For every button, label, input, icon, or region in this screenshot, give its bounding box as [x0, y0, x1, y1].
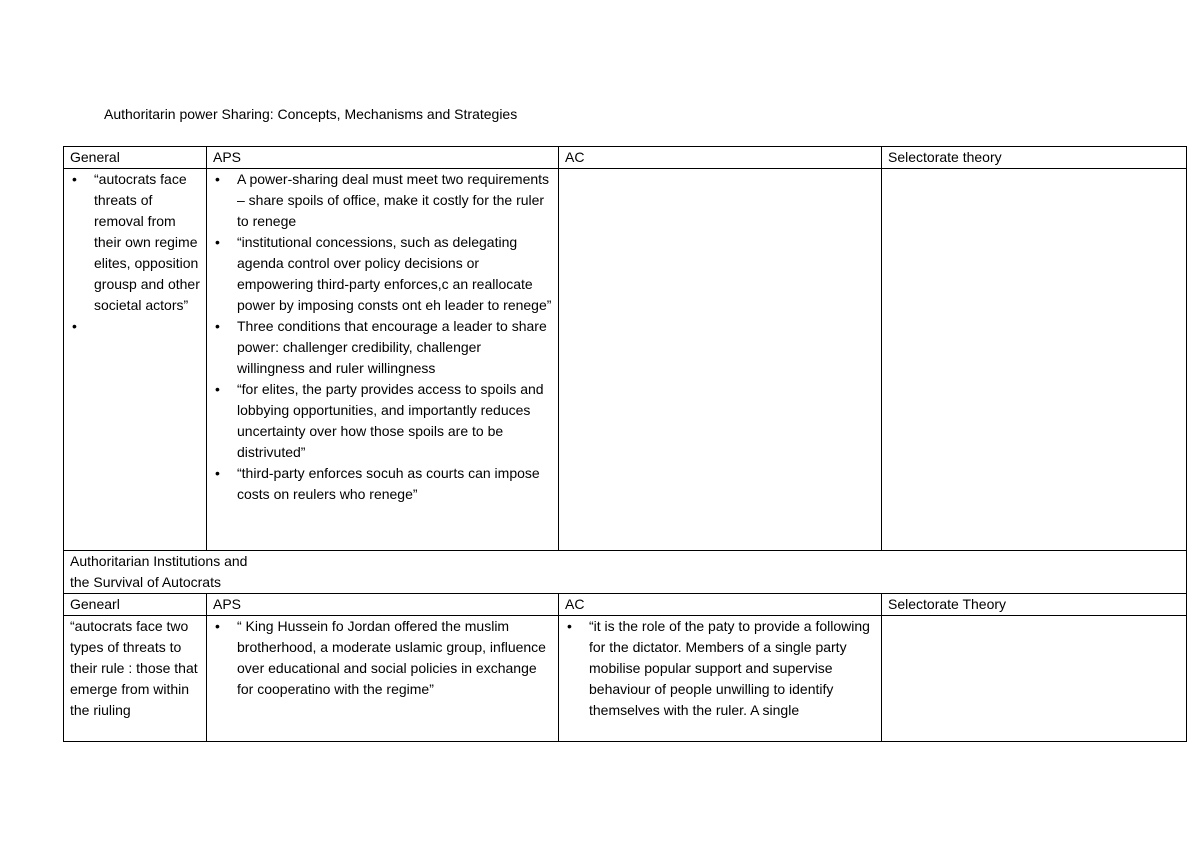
- section2-header-ac: AC: [559, 594, 882, 616]
- section1-selectorate-cell: [882, 169, 1187, 551]
- section2-header-aps: APS: [207, 594, 559, 616]
- section2-title-cell: [64, 551, 1187, 594]
- section2-header-selectorate: Selectorate Theory: [882, 594, 1187, 616]
- section2-aps-list: [213, 616, 552, 700]
- list-item: • “institutional concessions, such as delegating agenda control over policy decisions or empowering third-party enforces,c an reallocate power by imposing consts ont eh leader to renege”: [213, 232, 552, 316]
- section2-general-cell: “autocrats face two types of threats to their rule : those that emerge from within the riuling: [64, 616, 207, 742]
- section2-header-general: Genearl: [64, 594, 207, 616]
- section2-header-row: [64, 594, 1187, 616]
- section2-ac-cell: [559, 616, 882, 742]
- list-item: • “third-party enforces socuh as courts can impose costs on reulers who renege”: [213, 463, 552, 505]
- section1-general-cell: [64, 169, 207, 551]
- section2-title-line2: the Survival of Autocrats: [70, 574, 221, 590]
- section2-content-row: [64, 616, 1187, 742]
- document-title: Authoritarin power Sharing: Concepts, Mechanisms and Strategies: [104, 106, 518, 122]
- list-item: • “it is the role of the paty to provide a following for the dictator. Members of a single party mobilise popular support and supervise behaviour of people unwilling to identify themselves with the ruler. A single: [565, 616, 875, 721]
- list-item: • Three conditions that encourage a leader to share power: challenger credibility, challenger willingness and ruler willingness: [213, 316, 552, 379]
- section1-aps-cell: [207, 169, 559, 551]
- list-item: [70, 316, 200, 337]
- section2-title-line1: Authoritarian Institutions and: [70, 553, 248, 569]
- list-item: • “ King Hussein fo Jordan offered the muslim brotherhood, a moderate uslamic group, influence over educational and social policies in exchange for cooperatino with the regime”: [213, 616, 552, 700]
- section1-aps-list: [213, 169, 552, 505]
- section1-header-aps: APS: [207, 147, 559, 169]
- section1-header-selectorate: Selectorate theory: [882, 147, 1187, 169]
- list-item: • A power-sharing deal must meet two requirements – share spoils of office, make it costly for the ruler to renege: [213, 169, 552, 232]
- section1-header-ac: AC: [559, 147, 882, 169]
- section1-ac-cell: [559, 169, 882, 551]
- section2-selectorate-cell: [882, 616, 1187, 742]
- list-item: • “for elites, the party provides access to spoils and lobbying opportunities, and importantly reduces uncertainty over how those spoils are to be distrivuted”: [213, 379, 552, 463]
- section1-header-general: General: [64, 147, 207, 169]
- list-item: • “autocrats face threats of removal from their own regime elites, opposition grousp and other societal actors”: [70, 169, 200, 316]
- section2-aps-cell: [207, 616, 559, 742]
- section2-ac-list: [565, 616, 875, 721]
- notes-table: [63, 146, 1187, 742]
- section1-header-row: [64, 147, 1187, 169]
- section1-general-list: [70, 169, 200, 337]
- section2-title-row: [64, 551, 1187, 594]
- section1-content-row: [64, 169, 1187, 551]
